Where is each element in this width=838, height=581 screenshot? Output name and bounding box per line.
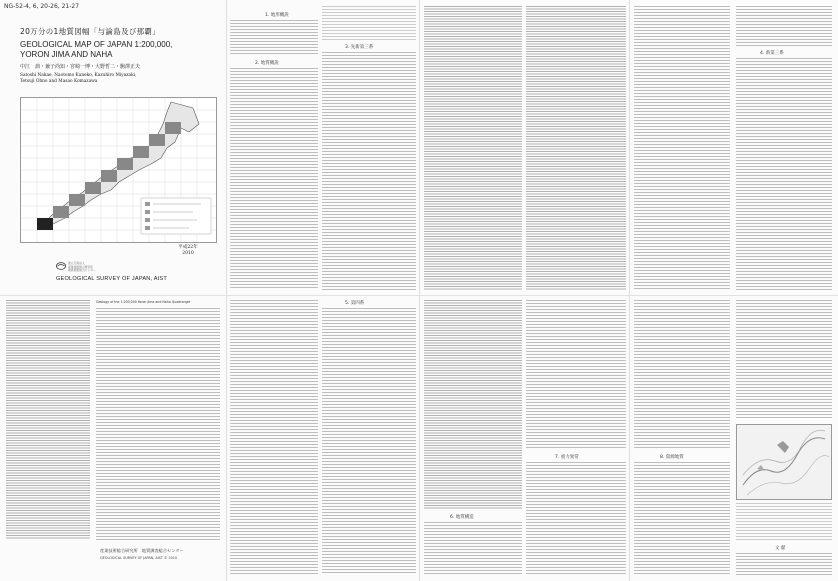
text-column bbox=[634, 6, 730, 290]
footer-english: GEOLOGICAL SURVEY OF JAPAN, AIST © 2010 bbox=[100, 556, 178, 560]
title-japanese: 20万分の1地質図幅「与論島及び那覇」 bbox=[20, 27, 161, 36]
text-column bbox=[736, 6, 832, 46]
current-sheet-marker bbox=[37, 218, 53, 230]
text-column bbox=[424, 6, 522, 290]
index-map-svg bbox=[21, 98, 216, 242]
text-column bbox=[322, 52, 416, 290]
survey-name: GEOLOGICAL SURVEY OF JAPAN, AIST bbox=[56, 276, 167, 282]
text-column bbox=[526, 300, 626, 450]
section-heading: 1. 地形概説 bbox=[265, 13, 289, 18]
gravity-figure bbox=[736, 424, 832, 500]
authors-english-line1: Satoshi Nakae, Naotomo Kaneko, Kazuhiro Miyazaki, bbox=[20, 73, 137, 78]
authors-english bbox=[20, 73, 220, 85]
logo-text-line1: 独立行政法人 bbox=[68, 261, 85, 265]
section-heading: 5. 第四系 bbox=[345, 301, 365, 306]
title-english-line1: GEOLOGICAL MAP OF JAPAN 1:200,000, bbox=[20, 40, 173, 49]
authors-japanese: 中江 訓・兼子尚知・宮崎一博・大野哲二・駒澤正夫 bbox=[20, 64, 141, 70]
section-heading: 3. 先新第三系 bbox=[345, 45, 374, 50]
text-column bbox=[634, 300, 730, 450]
index-map bbox=[20, 97, 217, 243]
english-summary-title: Geology of the 1:200,000 Yoron Jima and Naha Quadrangle bbox=[96, 300, 191, 304]
section-heading: 2. 地質概説 bbox=[255, 61, 279, 66]
text-column bbox=[96, 308, 220, 540]
horizontal-fold-line bbox=[0, 295, 838, 296]
aist-logo-icon bbox=[56, 262, 66, 270]
text-column bbox=[230, 300, 318, 575]
section-heading: 文 献 bbox=[775, 546, 786, 551]
authors-english-line2: Tetsuji Ohno and Masao Komazawa bbox=[20, 79, 98, 84]
logo-text-line2: 産業技術総合研究所 bbox=[68, 264, 94, 269]
year-western: 2010 bbox=[182, 251, 194, 256]
text-column bbox=[526, 6, 626, 290]
text-column bbox=[736, 553, 832, 575]
title-english bbox=[20, 40, 220, 59]
section-heading: 7. 重力異常 bbox=[555, 455, 579, 460]
text-column bbox=[634, 462, 730, 575]
fold-line bbox=[629, 0, 630, 581]
text-column bbox=[230, 68, 318, 290]
publication-year bbox=[168, 245, 208, 257]
text-column bbox=[322, 6, 416, 40]
figure-svg bbox=[737, 425, 831, 499]
text-column bbox=[6, 300, 90, 540]
title-english-line2: YORON JIMA AND NAHA bbox=[20, 49, 113, 59]
logo-text-line3: 地質調査総合センター bbox=[68, 268, 96, 272]
text-column bbox=[424, 522, 522, 575]
text-column bbox=[736, 58, 832, 290]
fold-line bbox=[419, 0, 420, 581]
text-column bbox=[736, 300, 832, 420]
sheet-code: NG-52-4, 6, 20-26, 21-27 bbox=[4, 3, 80, 10]
section-heading: 6. 地質構造 bbox=[450, 515, 474, 520]
year-japanese: 平成22年 bbox=[178, 245, 198, 250]
text-column bbox=[322, 308, 416, 575]
logo-text bbox=[68, 262, 128, 273]
section-heading: 4. 新第三系 bbox=[760, 51, 784, 56]
text-column bbox=[424, 300, 522, 510]
footer-japanese: 産業技術総合研究所 地質調査総合センター bbox=[100, 548, 184, 553]
text-column bbox=[526, 462, 626, 575]
fold-line bbox=[226, 0, 227, 581]
text-column bbox=[736, 503, 832, 541]
text-column bbox=[230, 20, 318, 56]
section-heading: 8. 資源地質 bbox=[660, 455, 684, 460]
